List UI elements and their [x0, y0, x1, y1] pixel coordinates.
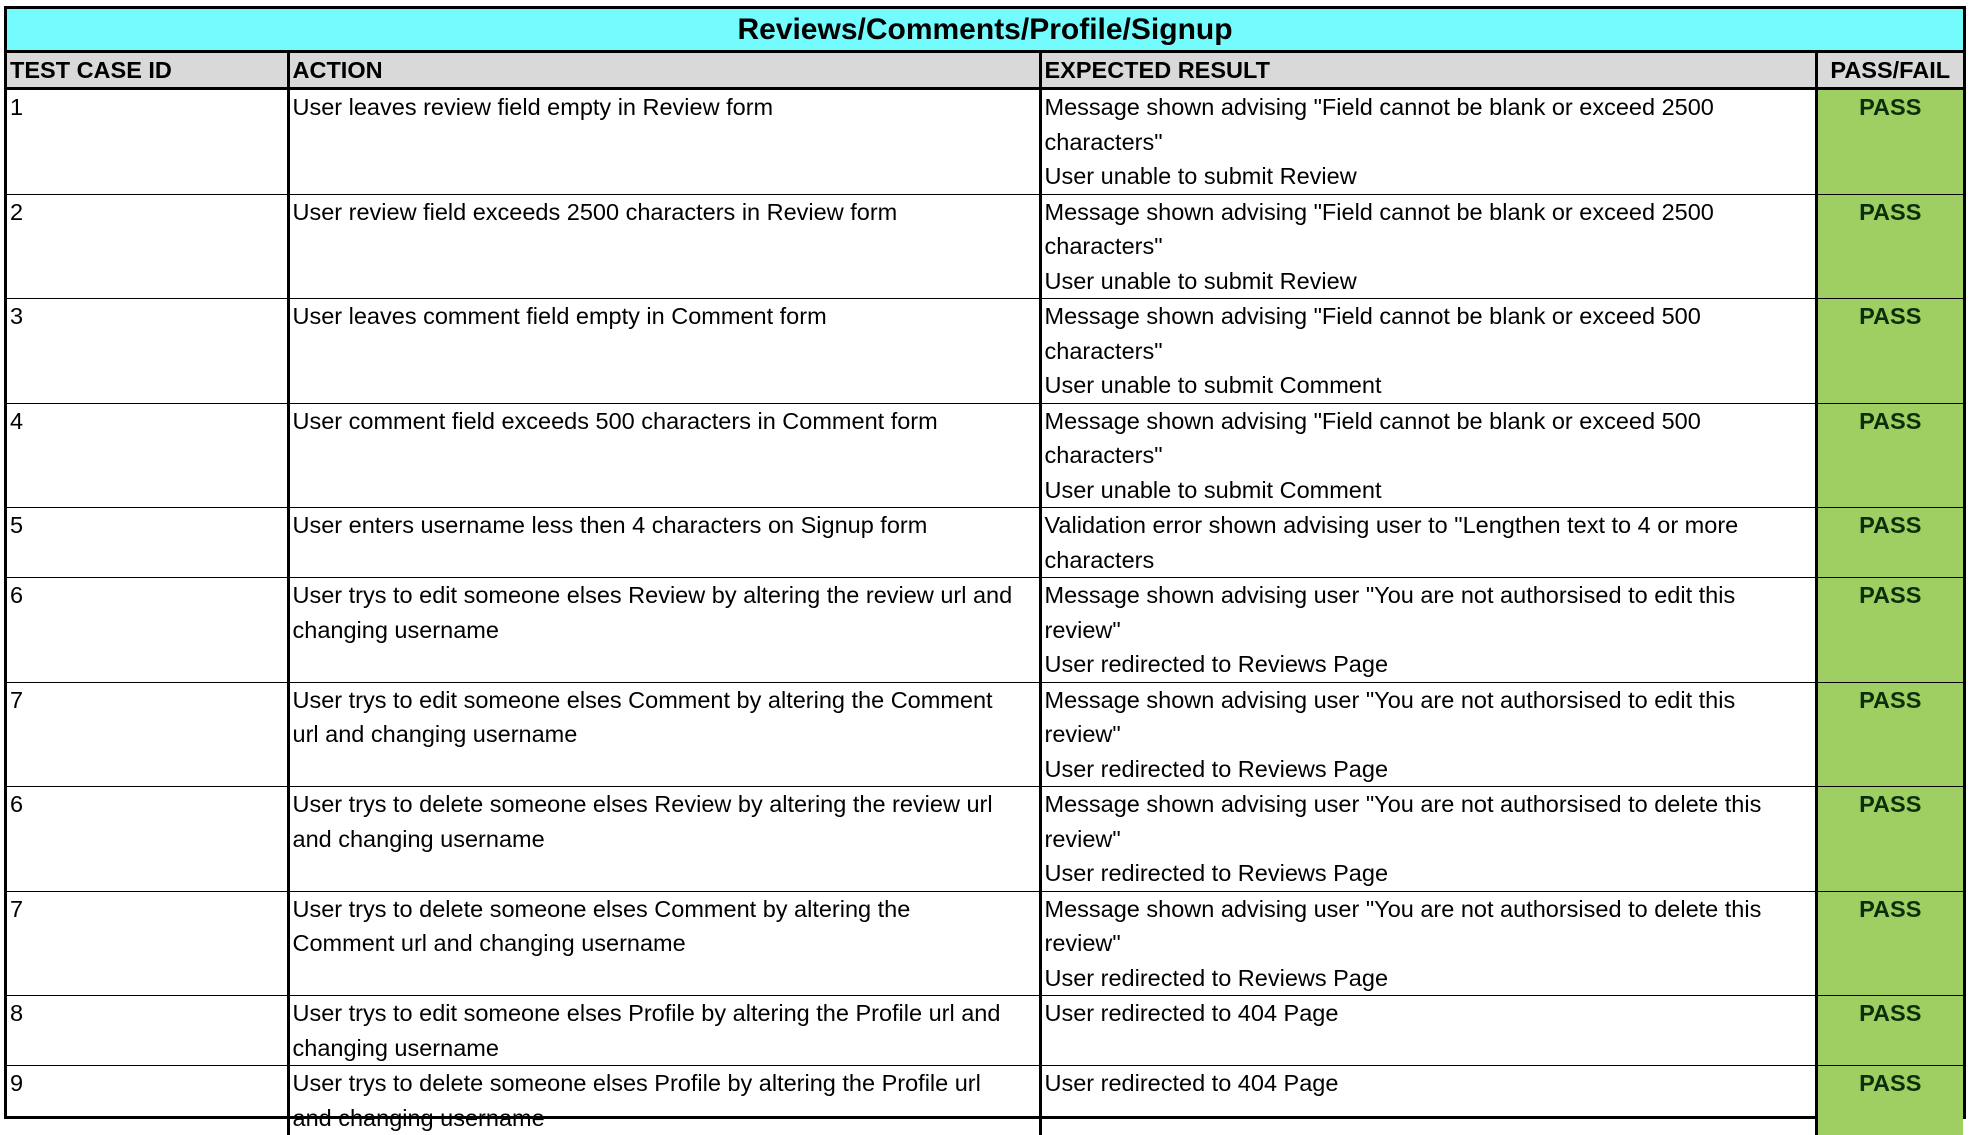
header-action[interactable]: ACTION — [288, 53, 1040, 89]
expected-line: Message shown advising user "You are not authorsised to edit this — [1045, 578, 1812, 613]
action-line: User trys to edit someone elses Review by altering the review url and — [293, 578, 1036, 613]
cell-expected-result[interactable] — [1040, 194, 1816, 299]
expected-line: User unable to submit Comment — [1045, 473, 1812, 508]
cell-action[interactable] — [288, 891, 1040, 996]
cell-test-case-id[interactable]: 3 — [7, 299, 288, 404]
action-line: User comment field exceeds 500 characters in Comment form — [293, 404, 1036, 439]
cell-action[interactable] — [288, 578, 1040, 683]
cell-pass-fail[interactable]: PASS — [1816, 194, 1963, 299]
header-test-case-id[interactable]: TEST CASE ID — [7, 53, 288, 89]
cell-pass-fail[interactable]: PASS — [1816, 1066, 1963, 1135]
action-line: User trys to delete someone elses Profile by altering the Profile url — [293, 1066, 1036, 1101]
table-row — [7, 996, 1963, 1066]
cell-expected-result[interactable] — [1040, 996, 1816, 1066]
table-row — [7, 787, 1963, 892]
table-row — [7, 89, 1963, 195]
cell-action[interactable] — [288, 1066, 1040, 1135]
expected-line: User redirected to Reviews Page — [1045, 856, 1812, 891]
expected-line: review" — [1045, 926, 1812, 961]
cell-expected-result[interactable] — [1040, 787, 1816, 892]
expected-line: User unable to submit Review — [1045, 159, 1812, 194]
cell-action[interactable] — [288, 194, 1040, 299]
action-line: and changing username — [293, 1101, 1036, 1135]
table-row — [7, 194, 1963, 299]
table-body — [7, 89, 1963, 1135]
expected-line: Message shown advising "Field cannot be blank or exceed 500 — [1045, 404, 1812, 439]
cell-expected-result[interactable] — [1040, 89, 1816, 195]
table-row — [7, 1066, 1963, 1135]
cell-expected-result[interactable] — [1040, 299, 1816, 404]
expected-line: User unable to submit Review — [1045, 264, 1812, 299]
expected-line: review" — [1045, 613, 1812, 648]
sheet-title: Reviews/Comments/Profile/Signup — [7, 9, 1963, 53]
cell-test-case-id[interactable]: 4 — [7, 403, 288, 508]
expected-line: Validation error shown advising user to "Lengthen text to 4 or more — [1045, 508, 1812, 543]
expected-line: characters — [1045, 543, 1812, 578]
expected-line: review" — [1045, 717, 1812, 752]
cell-pass-fail[interactable]: PASS — [1816, 299, 1963, 404]
action-line: changing username — [293, 613, 1036, 648]
cell-test-case-id[interactable]: 8 — [7, 996, 288, 1066]
table-row — [7, 299, 1963, 404]
header-pass-fail[interactable]: PASS/FAIL — [1816, 53, 1963, 89]
expected-line: characters" — [1045, 125, 1812, 160]
expected-line: User redirected to 404 Page — [1045, 996, 1812, 1031]
action-line: User trys to delete someone elses Review by altering the review url — [293, 787, 1036, 822]
cell-action[interactable] — [288, 996, 1040, 1066]
expected-line: User redirected to Reviews Page — [1045, 752, 1812, 787]
expected-line: User unable to submit Comment — [1045, 368, 1812, 403]
expected-line: characters" — [1045, 438, 1812, 473]
action-line: User trys to edit someone elses Comment by altering the Comment — [293, 683, 1036, 718]
action-line: User review field exceeds 2500 characters in Review form — [293, 195, 1036, 230]
table-row — [7, 403, 1963, 508]
table-row — [7, 508, 1963, 578]
cell-pass-fail[interactable]: PASS — [1816, 578, 1963, 683]
cell-expected-result[interactable] — [1040, 891, 1816, 996]
expected-line: characters" — [1045, 229, 1812, 264]
header-row — [7, 53, 1963, 89]
cell-action[interactable] — [288, 299, 1040, 404]
action-line: changing username — [293, 1031, 1036, 1066]
cell-action[interactable] — [288, 403, 1040, 508]
cell-action[interactable] — [288, 508, 1040, 578]
action-line: User leaves review field empty in Review form — [293, 90, 1036, 125]
header-expected-result[interactable]: EXPECTED RESULT — [1040, 53, 1816, 89]
cell-pass-fail[interactable]: PASS — [1816, 89, 1963, 195]
test-case-table — [7, 53, 1963, 1135]
expected-line: Message shown advising "Field cannot be blank or exceed 2500 — [1045, 90, 1812, 125]
expected-line: characters" — [1045, 334, 1812, 369]
cell-action[interactable] — [288, 682, 1040, 787]
expected-line: Message shown advising user "You are not authorsised to edit this — [1045, 683, 1812, 718]
table-row — [7, 682, 1963, 787]
cell-pass-fail[interactable]: PASS — [1816, 403, 1963, 508]
cell-test-case-id[interactable]: 6 — [7, 578, 288, 683]
expected-line: User redirected to Reviews Page — [1045, 961, 1812, 996]
expected-line: User redirected to 404 Page — [1045, 1066, 1812, 1101]
expected-line: Message shown advising user "You are not authorsised to delete this — [1045, 892, 1812, 927]
action-line: Comment url and changing username — [293, 926, 1036, 961]
cell-test-case-id[interactable]: 2 — [7, 194, 288, 299]
cell-pass-fail[interactable]: PASS — [1816, 891, 1963, 996]
cell-test-case-id[interactable]: 5 — [7, 508, 288, 578]
cell-test-case-id[interactable]: 6 — [7, 787, 288, 892]
action-line: url and changing username — [293, 717, 1036, 752]
action-line: and changing username — [293, 822, 1036, 857]
expected-line: User redirected to Reviews Page — [1045, 647, 1812, 682]
cell-expected-result[interactable] — [1040, 578, 1816, 683]
cell-action[interactable] — [288, 787, 1040, 892]
cell-pass-fail[interactable]: PASS — [1816, 996, 1963, 1066]
cell-test-case-id[interactable]: 1 — [7, 89, 288, 195]
cell-pass-fail[interactable]: PASS — [1816, 508, 1963, 578]
cell-test-case-id[interactable]: 7 — [7, 891, 288, 996]
expected-line: Message shown advising user "You are not authorsised to delete this — [1045, 787, 1812, 822]
cell-expected-result[interactable] — [1040, 682, 1816, 787]
action-line: User trys to edit someone elses Profile by altering the Profile url and — [293, 996, 1036, 1031]
cell-test-case-id[interactable]: 7 — [7, 682, 288, 787]
action-line: User enters username less then 4 characters on Signup form — [293, 508, 1036, 543]
expected-line: review" — [1045, 822, 1812, 857]
table-row — [7, 891, 1963, 996]
expected-line: Message shown advising "Field cannot be blank or exceed 500 — [1045, 299, 1812, 334]
cell-pass-fail[interactable]: PASS — [1816, 682, 1963, 787]
cell-expected-result[interactable] — [1040, 508, 1816, 578]
cell-action[interactable] — [288, 89, 1040, 195]
action-line: User trys to delete someone elses Comment by altering the — [293, 892, 1036, 927]
cell-test-case-id[interactable]: 9 — [7, 1066, 288, 1135]
action-line: User leaves comment field empty in Comment form — [293, 299, 1036, 334]
cell-expected-result[interactable] — [1040, 1066, 1816, 1135]
cell-expected-result[interactable] — [1040, 403, 1816, 508]
test-case-sheet — [4, 6, 1966, 1119]
cell-pass-fail[interactable]: PASS — [1816, 787, 1963, 892]
expected-line: Message shown advising "Field cannot be blank or exceed 2500 — [1045, 195, 1812, 230]
table-row — [7, 578, 1963, 683]
